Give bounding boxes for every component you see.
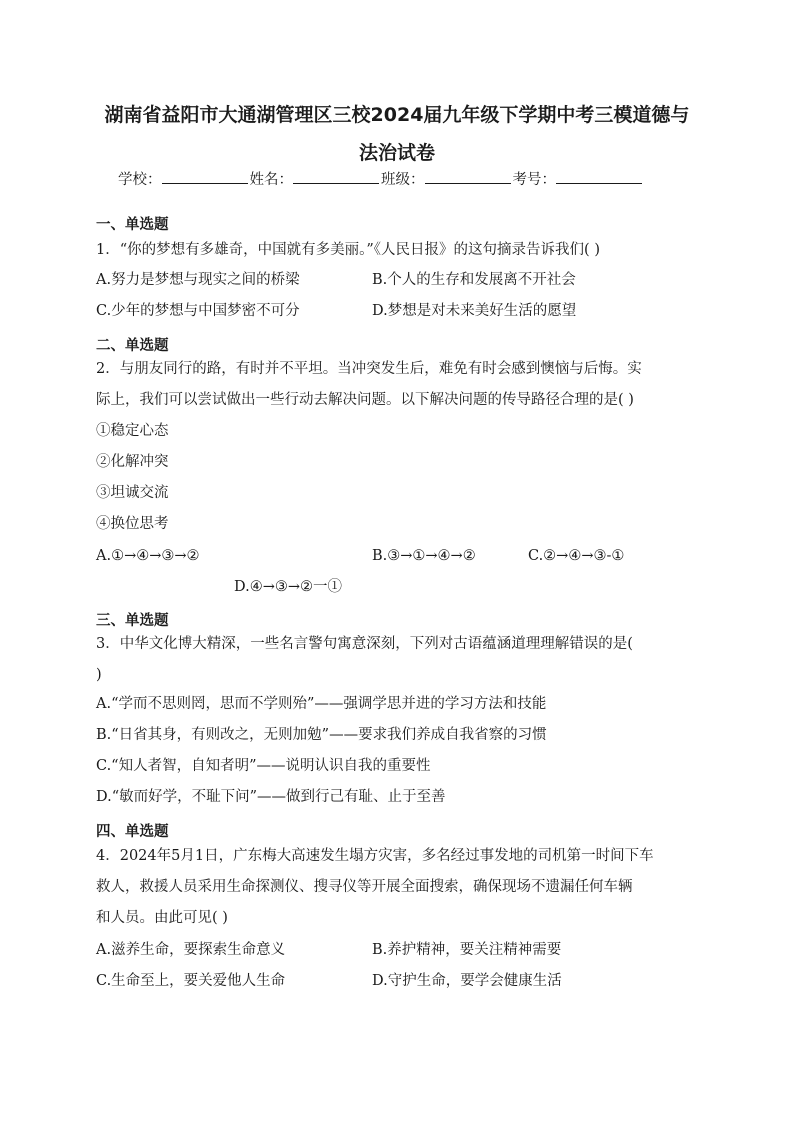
question-3-option-c[interactable]: C.“知人者智，自知者明”——说明认识自我的重要性 <box>96 758 431 774</box>
section-heading: 四、单选题 <box>96 824 169 840</box>
question-3-stem-line-1: 3．中华文化博大精深，一些名言警句寓意深刻，下列对古语蕴涵道理理解错误的是( <box>96 636 633 652</box>
section-heading: 三、单选题 <box>96 613 169 629</box>
question-4-stem-line-3: 和人员。由此可见( ) <box>96 910 228 926</box>
student-info-row <box>118 168 644 189</box>
question-2-item: ②化解冲突 <box>96 454 169 470</box>
question-1-stem: 1．“你的梦想有多雄奇，中国就有多美丽。”《人民日报》的这句摘录告诉我们( ) <box>96 242 600 258</box>
school-label: 学校： <box>118 172 162 188</box>
exam-title-line-1: 湖南省益阳市大通湖管理区三校2024届九年级下学期中考三模道德与 <box>104 104 690 126</box>
question-4-option-c[interactable]: C.生命至上，要关爱他人生命 <box>96 973 286 989</box>
question-2-option-c[interactable]: C.②→④→③-① <box>528 548 625 564</box>
question-1-option-d[interactable]: D.梦想是对未来美好生活的愿望 <box>372 303 577 319</box>
question-4-stem-line-1: 4．2024年5月1日，广东梅大高速发生塌方灾害，多名经过事发地的司机第一时间下车 <box>96 848 654 864</box>
exam-no-label: 考号： <box>512 172 556 188</box>
question-2-item: ④换位思考 <box>96 516 169 532</box>
class-blank[interactable] <box>425 170 511 184</box>
question-4-stem-line-2: 救人，救援人员采用生命探测仪、搜寻仪等开展全面搜索，确保现场不遗漏任何车辆 <box>96 879 633 895</box>
question-3-option-d[interactable]: D.“敏而好学，不耻下问”——做到行己有耻、止于至善 <box>96 789 446 805</box>
section-heading: 一、单选题 <box>96 217 169 233</box>
question-1-option-a[interactable]: A.努力是梦想与现实之间的桥梁 <box>96 272 300 288</box>
question-2-option-d[interactable]: D.④→③→②一① <box>234 579 343 595</box>
question-2-option-b[interactable]: B.③→①→④→② <box>372 548 476 564</box>
section-heading: 二、单选题 <box>96 338 169 354</box>
question-2-stem-line-1: 2．与朋友同行的路，有时并不平坦。当冲突发生后，难免有时会感到懊恼与后悔。实 <box>96 361 642 377</box>
name-label: 姓名： <box>249 172 293 188</box>
question-4-option-a[interactable]: A.滋养生命，要探索生命意义 <box>96 942 286 958</box>
question-4-option-d[interactable]: D.守护生命，要学会健康生活 <box>372 973 562 989</box>
question-2-stem-line-2: 际上，我们可以尝试做出一些行动去解决问题。以下解决问题的传导路径合理的是( ) <box>96 392 634 408</box>
school-blank[interactable] <box>162 170 248 184</box>
question-2-item: ③坦诚交流 <box>96 485 169 501</box>
exam-title-line-2: 法治试卷 <box>358 142 435 164</box>
question-1-option-b[interactable]: B.个人的生存和发展离不开社会 <box>372 272 576 288</box>
exam-no-blank[interactable] <box>556 170 642 184</box>
question-1-option-c[interactable]: C.少年的梦想与中国梦密不可分 <box>96 303 300 319</box>
exam-title <box>80 96 714 172</box>
question-3-option-a[interactable]: A.“学而不思则罔，思而不学则殆”——强调学思并进的学习方法和技能 <box>96 696 547 712</box>
question-4-option-b[interactable]: B.养护精神，要关注精神需要 <box>372 942 562 958</box>
class-label: 班级： <box>381 172 425 188</box>
question-2-item: ①稳定心态 <box>96 423 169 439</box>
question-3-option-b[interactable]: B.“日省其身，有则改之，无则加勉”——要求我们养成自我省察的习惯 <box>96 727 547 743</box>
name-blank[interactable] <box>293 170 379 184</box>
question-2-option-a[interactable]: A.①→④→③→② <box>96 548 200 564</box>
question-3-stem-line-2: ) <box>96 667 102 683</box>
